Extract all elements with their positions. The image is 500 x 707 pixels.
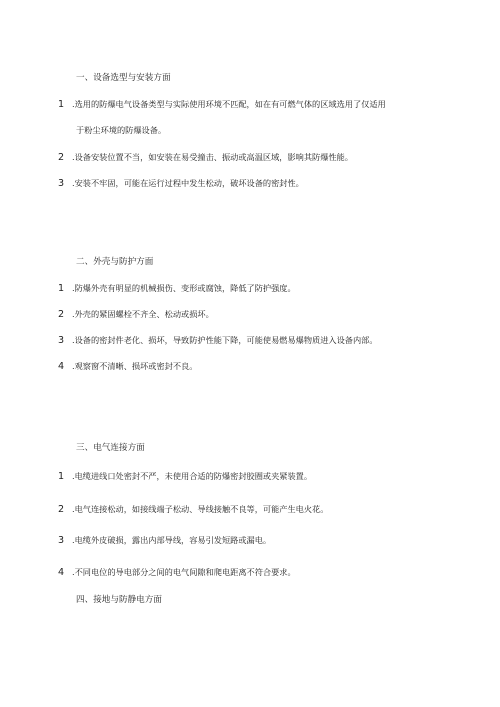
item-text: .观察窗不清晰、损坏或密封不良。 — [72, 361, 198, 371]
item-number: 1 — [58, 99, 65, 110]
item-text: .设备的密封件老化、损坏，导致防护性能下降，可能使易燃易爆物质进入设备内部。 — [72, 335, 378, 345]
item-number: 3 — [58, 535, 65, 546]
section-heading-1: 一、设备选型与安装方面 — [76, 73, 171, 83]
list-item — [58, 503, 328, 516]
item-number: 4 — [58, 567, 65, 578]
item-text: .电缆进线口处密封不严，未使用合适的防爆密封胶圈或夹紧装置。 — [72, 471, 313, 481]
item-number: 2 — [58, 152, 65, 163]
item-number: 4 — [58, 361, 65, 372]
item-text: .电缆外皮破损，露出内部导线，容易引发短路或漏电。 — [72, 535, 272, 545]
list-item — [58, 534, 271, 547]
item-text: .安装不牢固，可能在运行过程中发生松动，破坏设备的密封性。 — [72, 178, 304, 188]
item-text: .不同电位的导电部分之间的电气间隙和爬电距离不符合要求。 — [72, 567, 296, 577]
item-number: 3 — [58, 335, 65, 346]
list-item — [58, 282, 296, 295]
list-item — [58, 308, 214, 321]
list-item — [58, 177, 304, 190]
item-text: .防爆外壳有明显的机械损伤、变形或腐蚀，降低了防护强度。 — [72, 283, 296, 293]
item-text: .选用的防爆电气设备类型与实际使用环境不匹配，如在有可燃气体的区域选用了仅适用 — [72, 99, 386, 109]
item-text: .设备安装位置不当，如安装在易受撞击、振动或高温区域，影响其防爆性能。 — [72, 152, 353, 162]
section-heading-2: 二、外壳与防护方面 — [76, 257, 154, 267]
item-text: .电气连接松动，如接线端子松动、导线接触不良等，可能产生电火花。 — [72, 504, 329, 514]
list-item — [58, 334, 378, 347]
item-number: 3 — [58, 178, 65, 189]
list-item — [58, 566, 296, 579]
item-number: 1 — [58, 471, 65, 482]
section-heading-3: 三、电气连接方面 — [76, 443, 145, 453]
item-text-continuation: 于粉尘环境的防爆设备。 — [76, 125, 167, 135]
item-number: 2 — [58, 504, 65, 515]
section-heading-4: 四、接地与防静电方面 — [76, 595, 162, 605]
list-item — [58, 98, 386, 111]
item-number: 1 — [58, 283, 65, 294]
item-text: .外壳的紧固螺栓不齐全、松动或损坏。 — [72, 309, 214, 319]
list-item — [58, 360, 197, 373]
list-item — [58, 151, 353, 164]
item-number: 2 — [58, 309, 65, 320]
list-item — [58, 470, 312, 483]
